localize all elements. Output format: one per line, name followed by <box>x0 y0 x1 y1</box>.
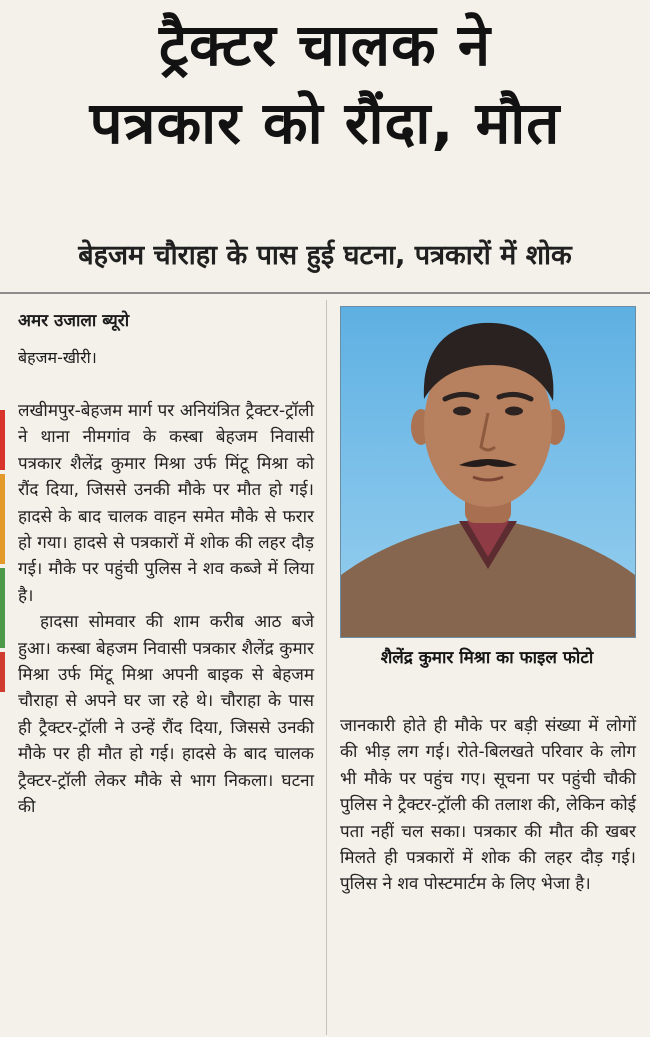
headline <box>0 6 650 162</box>
column-divider <box>326 300 327 1035</box>
article-column-2 <box>340 713 636 898</box>
subheadline: बेहजम चौराहा के पास हुई घटना, पत्रकारों में शोक <box>78 240 572 271</box>
photo-caption: शैलेंद्र कुमार मिश्रा का फाइल फोटो <box>380 648 594 668</box>
article-paragraph: लखीमपुर-बेहजम मार्ग पर अनियंत्रित ट्रैक्टर-ट्रॉली ने थाना नीमगांव के कस्बा बेहजम निवासी पत्रकार शैलेंद्र कुमार मिश्रा उर्फ मिंटू मिश्रा को रौंद दिया, जिससे उनकी मौके पर मौत हो गई। हादसे के बाद चालक वाहन समेत मौके से फरार हो गया। हादसे से पत्रकारों में शोक की लहर दौड़ गई। मौके पर पहुंची पुलिस ने शव कब्जे में लिया है। <box>18 401 314 606</box>
portrait-image <box>341 307 635 637</box>
divider <box>0 292 650 294</box>
byline: अमर उजाला ब्यूरो <box>18 311 130 331</box>
headline-line-2: पत्रकार को रौंदा, मौत <box>89 89 561 157</box>
article-column-1 <box>18 398 314 821</box>
headline-line-1: ट्रैक्टर चालक ने <box>158 11 492 79</box>
dateline: बेहजम-खीरी। <box>18 348 97 367</box>
article-paragraph: हादसा सोमवार की शाम करीब आठ बजे हुआ। कस्बा बेहजम निवासी पत्रकार शैलेंद्र कुमार मिश्रा उर्फ मिंटू मिश्रा अपनी बाइक से बेहजम चौराहा से अपने घर जा रहे थे। चौराहा के पास ही ट्रैक्टर-ट्रॉली ने उन्हें रौंद दिया, जिससे उनकी मौके पर ही मौत हो गई। हादसे के बाद चालक ट्रैक्टर-ट्रॉली लेकर मौके से भाग निकला। घटना की <box>18 612 314 818</box>
portrait-photo <box>340 306 636 638</box>
page-edge-marks <box>0 410 6 710</box>
article-paragraph: जानकारी होते ही मौके पर बड़ी संख्या में लोगों की भीड़ लग गई। रोते-बिलखते परिवार के लोग भी मौके पर पहुंच गए। सूचना पर पहुंची चौकी पुलिस ने ट्रैक्टर-ट्रॉली की तलाश की, लेकिन कोई पता नहीं चल सका। पत्रकार की मौत की खबर मिलते ही पत्रकारों में शोक की लहर दौड़ गई। पुलिस ने शव पोस्टमार्टम के लिए भेजा है। <box>340 716 636 895</box>
